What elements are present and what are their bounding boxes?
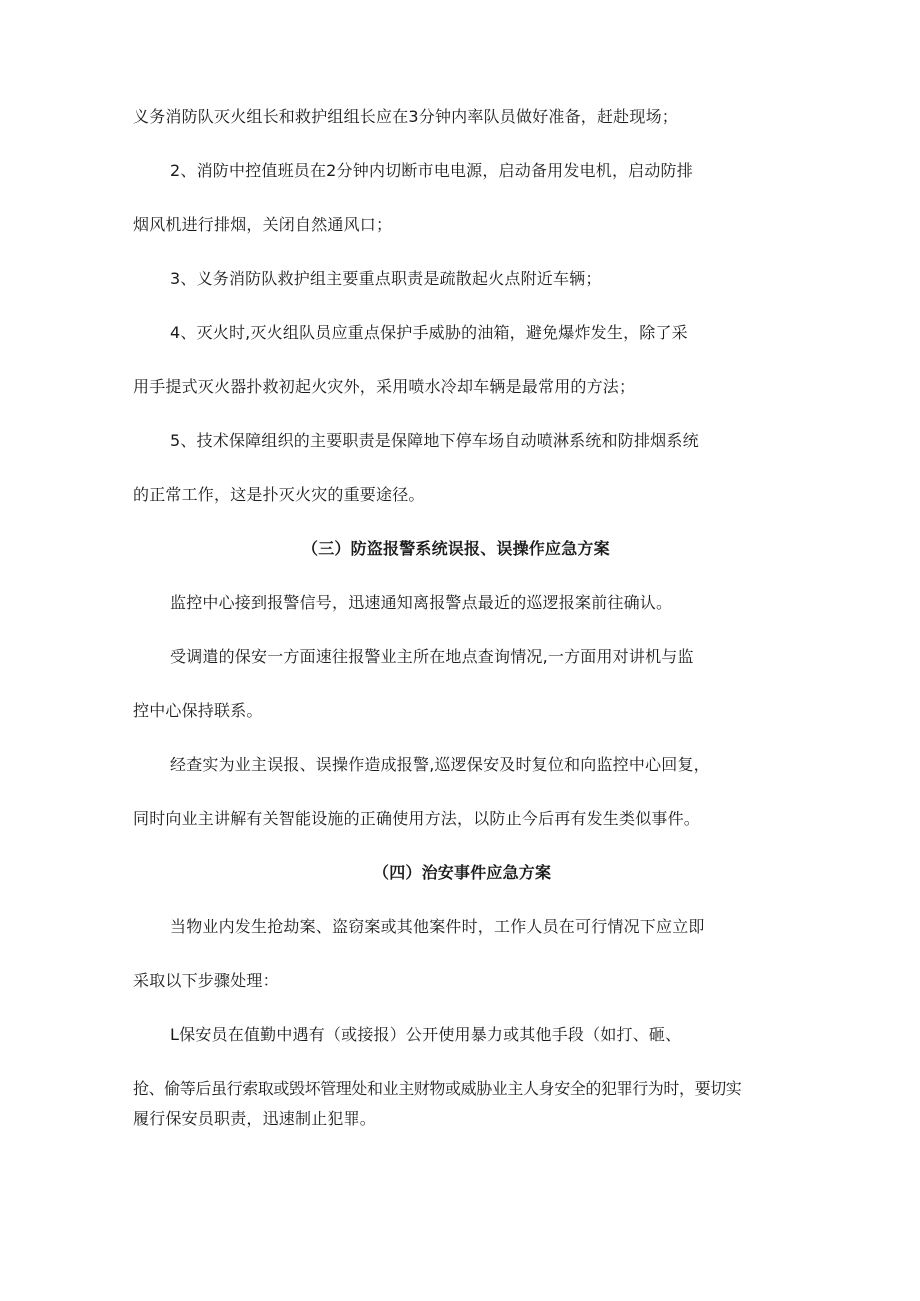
body-line: 义务消防队灭火组长和救护组组长应在3分钟内率队员做好准备，赶赴现场；: [133, 107, 678, 126]
body-line: 的正常工作，这是扑灭火灾的重要途径。: [133, 485, 425, 504]
paragraph-line: 经查实为业主误报、误操作造成报警,巡逻保安及时复位和向监控中心回复，: [170, 755, 710, 774]
body-line: 控中心保持联系。: [133, 701, 263, 720]
body-line: 采取以下步骤处理：: [133, 971, 279, 990]
section-heading-four: （四）治安事件应急方案: [373, 863, 552, 882]
body-line: 烟风机进行排烟，关闭自然通风口；: [133, 215, 393, 234]
paragraph-line: 当物业内发生抢劫案、盗窃案或其他案件时，工作人员在可行情况下应立即: [170, 917, 705, 936]
body-line: 用手提式灭火器扑救初起火灾外，采用喷水冷却车辆是最常用的方法；: [133, 377, 636, 396]
numbered-item-2: 2、消防中控值班员在2分钟内切断市电电源，启动备用发电机，启动防排: [170, 161, 693, 180]
paragraph-line: 受调遣的保安一方面速往报警业主所在地点查询情况,一方面用对讲机与监: [170, 647, 694, 666]
numbered-item-3: 3、义务消防队救护组主要重点职责是疏散起火点附近车辆；: [170, 269, 602, 288]
body-line: 同时向业主讲解有关智能设施的正确使用方法，以防止今后再有发生类似事件。: [133, 809, 701, 828]
numbered-item-1: L保安员在值勤中遇有（或接报）公开使用暴力或其他手段（如打、砸、: [170, 1025, 682, 1044]
section-heading-three: （三）防盗报警系统误报、误操作应急方案: [302, 539, 610, 558]
numbered-item-5: 5、技术保障组织的主要职责是保障地下停车场自动喷淋系统和防排烟系统: [170, 431, 699, 450]
paragraph-line: 监控中心接到报警信号，迅速通知离报警点最近的巡逻报案前往确认。: [170, 593, 673, 612]
body-line: 抢、偷等后虽行索取或毁坏管理处和业主财物或威胁业主人身安全的犯罪行为时，要切实: [133, 1079, 742, 1098]
body-line: 履行保安员职责，迅速制止犯罪。: [133, 1109, 377, 1128]
numbered-item-4: 4、灭火时,灭火组队员应重点保护手威胁的油箱，避免爆炸发生，除了采: [170, 323, 688, 342]
